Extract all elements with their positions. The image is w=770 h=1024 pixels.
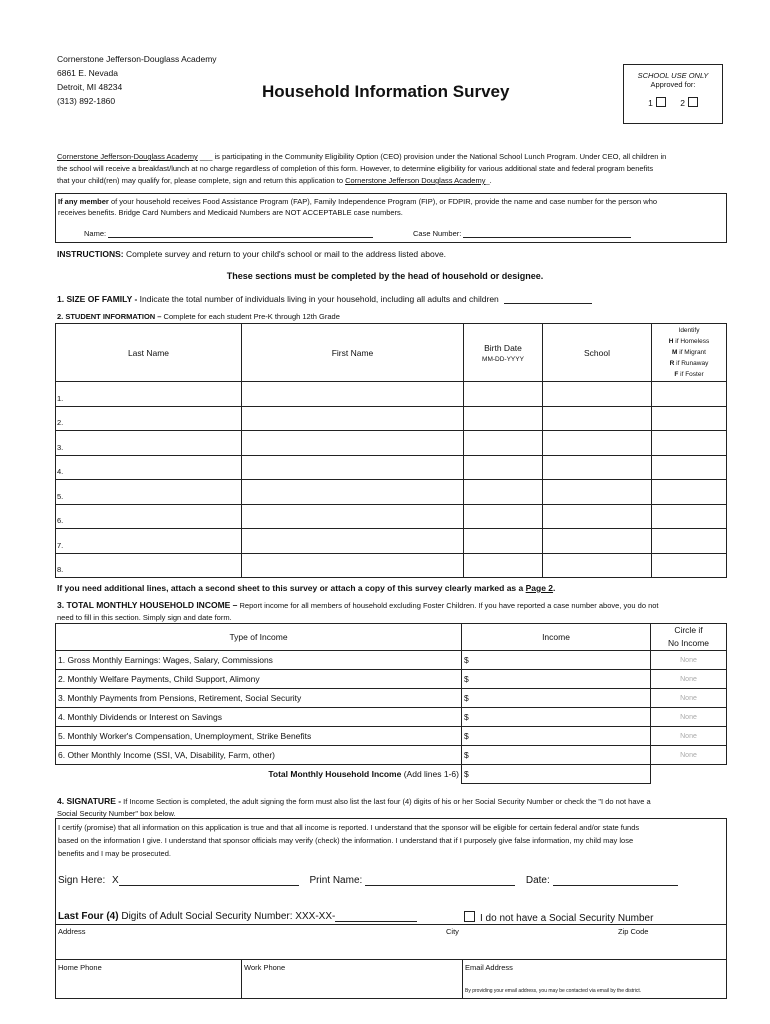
contact-row	[56, 959, 726, 999]
signature-text2: Social Security Number" box below.	[57, 809, 176, 818]
student-birth-date-input[interactable]	[464, 406, 543, 431]
address-label: Address	[58, 927, 86, 936]
income-total-note: (Add lines 1-6)	[403, 769, 459, 780]
signature-label: 4. SIGNATURE -	[57, 796, 122, 806]
identify-h: H	[668, 338, 674, 345]
identify-r-text: if Runaway	[676, 360, 709, 367]
ssn-field[interactable]	[335, 912, 417, 922]
student-last-name-input[interactable]	[56, 553, 242, 578]
student-school-input[interactable]	[543, 529, 652, 554]
student-last-name-input[interactable]	[56, 382, 242, 407]
family-size-input[interactable]	[504, 294, 592, 304]
no-income-option[interactable]: None	[651, 727, 727, 746]
identify-h-text: if Homeless	[675, 338, 710, 345]
no-ssn-checkbox[interactable]	[464, 911, 475, 922]
signature-box	[55, 818, 727, 999]
student-first-name-input[interactable]	[242, 553, 464, 578]
student-first-name-input[interactable]	[242, 455, 464, 480]
benefits-lead: If any member	[58, 197, 109, 206]
student-rows	[56, 382, 727, 578]
student-row-number: 8.	[57, 565, 64, 574]
page-2-ref: Page 2	[525, 583, 554, 593]
student-first-name-input[interactable]	[242, 406, 464, 431]
signature-text1: If Income Section is completed, the adult signing the form must also list the last four (4) digits of his or her Social Security Number or check the "I do not have a	[123, 797, 651, 806]
certify-line1: I certify (promise) that all information on this application is true and that all income is reported. I understand that the sponsor will be eligible for certain federal and/or state funds	[58, 823, 640, 832]
income-amount-input[interactable]	[462, 689, 651, 708]
income-type-label: 1. Gross Monthly Earnings: Wages, Salary, Commissions	[56, 651, 462, 670]
intro-line3-end: _.	[485, 176, 492, 185]
student-row-number: 5.	[57, 491, 64, 501]
income-currency: $	[464, 750, 469, 760]
income-amount-input[interactable]	[462, 708, 651, 727]
col-identify	[652, 324, 727, 382]
income-currency: $	[464, 712, 469, 722]
income-row	[56, 689, 727, 708]
student-row-number: 1.	[57, 393, 64, 403]
income-total-row	[56, 765, 727, 784]
income-total-currency: $	[464, 769, 469, 779]
school-name: Cornerstone Jefferson-Douglass Academy	[57, 54, 217, 64]
work-phone-field[interactable]	[242, 960, 463, 999]
student-birth-date-input[interactable]	[464, 504, 543, 529]
family-size-section	[57, 294, 592, 304]
no-income-option[interactable]: None	[651, 670, 727, 689]
income-row	[56, 746, 727, 765]
income-type-label: 5. Monthly Worker's Compensation, Unemployment, Strike Benefits	[56, 727, 462, 746]
instructions-lead: INSTRUCTIONS:	[57, 249, 124, 259]
income-text1: Report income for all members of household excluding Foster Children. If you have reported a case number above, you do not	[239, 601, 659, 610]
student-last-name-input[interactable]	[56, 431, 242, 456]
benefit-name-label: Name:	[84, 229, 107, 238]
sign-here-label: Sign Here:	[58, 875, 106, 886]
intro-return-school: Cornerstone Jefferson Douglass Academy	[345, 176, 486, 185]
student-school-input[interactable]	[543, 504, 652, 529]
income-type-label: 2. Monthly Welfare Payments, Child Support, Alimony	[56, 670, 462, 689]
student-row-number: 2.	[57, 418, 64, 427]
benefit-name-field[interactable]	[108, 228, 373, 238]
income-currency: $	[464, 674, 469, 684]
student-identify-input[interactable]	[652, 431, 727, 456]
student-table	[55, 323, 727, 578]
no-income-option[interactable]: None	[651, 651, 727, 670]
identify-f-text: if Foster	[680, 371, 704, 378]
income-label: 3. TOTAL MONTHLY HOUSEHOLD INCOME –	[57, 600, 238, 610]
date-label: Date:	[525, 875, 550, 886]
student-last-name-input[interactable]	[56, 480, 242, 505]
home-phone-field[interactable]	[56, 960, 242, 999]
page-title: Household Information Survey	[262, 82, 510, 101]
col-income-type: Type of Income	[56, 624, 462, 651]
intro-line1: ___ is participating in the Community Eligibility Option (CEO) provision under the National School Lunch Program. Under CEO, all children in	[199, 152, 667, 161]
student-school-input[interactable]	[543, 406, 652, 431]
option-1-label: 1	[648, 98, 653, 108]
no-income-option[interactable]: None	[651, 746, 727, 765]
work-phone-label: Work Phone	[244, 963, 286, 972]
income-row	[56, 651, 727, 670]
student-row	[56, 431, 727, 456]
student-identify-input[interactable]	[652, 529, 727, 554]
benefits-box	[55, 193, 727, 243]
student-birth-date-input[interactable]	[464, 431, 543, 456]
student-info-subtext: Complete for each student Pre-K through 12th Grade	[163, 312, 340, 321]
student-row-number: 6.	[57, 516, 64, 525]
student-identify-input[interactable]	[652, 406, 727, 431]
income-total-field[interactable]	[462, 765, 651, 784]
student-school-input[interactable]	[543, 382, 652, 407]
school-use-heading: SCHOOL USE ONLY	[637, 71, 709, 80]
option-1-checkbox[interactable]	[656, 97, 666, 107]
student-first-name-input[interactable]	[242, 431, 464, 456]
option-2-checkbox[interactable]	[688, 97, 698, 107]
student-first-name-input[interactable]	[242, 529, 464, 554]
benefits-text2: receives benefits. Bridge Card Numbers and Medicaid Numbers are NOT ACCEPTABLE case numbers.	[58, 208, 403, 217]
no-income-option[interactable]: None	[651, 689, 727, 708]
income-amount-input[interactable]	[462, 651, 651, 670]
additional-lines-end: .	[553, 583, 556, 593]
student-last-name-input[interactable]	[56, 455, 242, 480]
student-row	[56, 406, 727, 431]
identify-f: F	[674, 371, 679, 378]
student-last-name-input[interactable]	[56, 406, 242, 431]
option-2-label: 2	[680, 98, 685, 108]
student-row	[56, 382, 727, 407]
student-identify-input[interactable]	[652, 382, 727, 407]
school-street: 6861 E. Nevada	[57, 68, 118, 78]
student-first-name-input[interactable]	[242, 480, 464, 505]
print-name-label: Print Name:	[309, 875, 363, 886]
benefits-text1: of your household receives Food Assistance Program (FAP), Family Independence Program (FIP), or FDPIR, provide the name and case number for the person who	[110, 197, 658, 206]
birth-date-format: MM-DD-YYYY	[482, 355, 524, 363]
identify-r: R	[669, 360, 675, 367]
identify-m: M	[672, 349, 678, 356]
instructions-text: Complete survey and return to your child's school or mail to the address listed above.	[125, 249, 447, 259]
col-income: Income	[462, 624, 651, 651]
birth-date-label: Birth Date	[484, 342, 522, 353]
signature-heading	[57, 795, 729, 820]
family-size-text: Indicate the total number of individuals living in your household, including all adults and children	[139, 294, 499, 304]
intro-line3: that your child(ren) may qualify for, please complete, sign and return this application to	[57, 176, 343, 185]
additional-lines-note	[57, 583, 555, 593]
no-ssn-label: I do not have a Social Security Number	[480, 913, 654, 924]
student-row	[56, 553, 727, 578]
income-row	[56, 670, 727, 689]
income-table	[55, 623, 727, 784]
student-birth-date-input[interactable]	[464, 529, 543, 554]
identify-label: Identify	[678, 327, 700, 334]
student-identify-input[interactable]	[652, 480, 727, 505]
student-info-heading	[57, 312, 340, 321]
intro-line2: the school will receive a breakfast/lunch at no charge regardless of completion of this form. However, to determine eligibility for various additional state and federal program benefits	[57, 164, 654, 173]
home-phone-label: Home Phone	[58, 963, 102, 972]
intro-school-name: Cornerstone Jefferson-Douglass Academy	[57, 152, 198, 161]
student-birth-date-input[interactable]	[464, 382, 543, 407]
col-birth-date	[464, 324, 543, 382]
city-label: City	[446, 927, 459, 936]
zip-label: Zip Code	[618, 927, 649, 936]
income-currency: $	[464, 693, 469, 703]
school-use-box	[623, 64, 723, 124]
identify-m-text: if Migrant	[679, 349, 706, 356]
income-currency: $	[464, 655, 469, 665]
case-number-field[interactable]	[463, 228, 631, 238]
ssn-row	[58, 911, 417, 922]
col-last-name: Last Name	[56, 324, 242, 382]
approval-options	[624, 97, 722, 108]
no-ssn-option	[464, 911, 653, 924]
case-number-label: Case Number:	[413, 229, 462, 238]
income-rows	[56, 651, 727, 765]
student-identify-input[interactable]	[652, 455, 727, 480]
student-birth-date-input[interactable]	[464, 553, 543, 578]
circle-if-label: Circle if	[674, 625, 703, 635]
student-row-number: 4.	[57, 467, 64, 476]
student-info-label: 2. STUDENT INFORMATION –	[57, 312, 162, 321]
income-table-header	[56, 624, 727, 651]
additional-lines-text: If you need additional lines, attach a second sheet to this survey or attach a copy of this survey clearly marked as a	[57, 583, 524, 593]
income-amount-input[interactable]	[462, 670, 651, 689]
school-address-block	[57, 52, 217, 108]
student-row	[56, 504, 727, 529]
signature-field[interactable]	[119, 876, 299, 886]
income-type-label: 4. Monthly Dividends or Interest on Savings	[56, 708, 462, 727]
income-row	[56, 708, 727, 727]
student-identify-input[interactable]	[652, 504, 727, 529]
sign-x: X	[112, 875, 119, 886]
col-school: School	[543, 324, 652, 382]
approved-label: Approved for:	[650, 80, 696, 89]
income-total-label: Total Monthly Household Income	[268, 769, 402, 780]
print-name-field[interactable]	[365, 876, 515, 886]
income-type-label: 3. Monthly Payments from Pensions, Retirement, Social Security	[56, 689, 462, 708]
student-birth-date-input[interactable]	[464, 480, 543, 505]
sign-row	[58, 875, 678, 886]
email-note: By providing your email address, you may be contacted via email by the district.	[465, 988, 642, 994]
income-heading	[57, 599, 729, 624]
income-text2: need to fill in this section. Simply sign and date form.	[57, 613, 232, 622]
student-first-name-input[interactable]	[242, 382, 464, 407]
student-row-number: 7.	[57, 540, 64, 550]
ssn-text: Digits of Adult Social Security Number: XXX-XX-	[121, 911, 336, 922]
date-field[interactable]	[553, 876, 678, 886]
head-of-household-note: These sections must be completed by the head of household or designee.	[226, 271, 544, 281]
income-amount-input[interactable]	[462, 727, 651, 746]
income-total-label-cell	[56, 765, 462, 784]
family-size-label: 1. SIZE OF FAMILY -	[57, 294, 138, 304]
student-identify-input[interactable]	[652, 553, 727, 578]
student-row	[56, 529, 727, 554]
student-row	[56, 455, 727, 480]
intro-paragraph	[57, 151, 727, 187]
student-school-input[interactable]	[543, 455, 652, 480]
student-last-name-input[interactable]	[56, 504, 242, 529]
student-table-header	[56, 324, 727, 382]
no-income-label: No Income	[667, 638, 710, 648]
no-income-option[interactable]: None	[651, 708, 727, 727]
certification-text	[56, 819, 726, 862]
col-no-income	[651, 624, 727, 651]
email-field[interactable]	[463, 960, 726, 999]
student-first-name-input[interactable]	[242, 504, 464, 529]
student-row	[56, 480, 727, 505]
instructions	[57, 249, 446, 259]
school-city: Detroit, MI 48234	[57, 82, 123, 92]
ssn-bold: Last Four (4)	[58, 911, 119, 922]
col-first-name: First Name	[242, 324, 464, 382]
student-row-number: 3.	[57, 442, 64, 452]
income-currency: $	[464, 731, 469, 741]
income-amount-input[interactable]	[462, 746, 651, 765]
student-school-input[interactable]	[543, 431, 652, 456]
income-row	[56, 727, 727, 746]
income-type-label: 6. Other Monthly Income (SSI, VA, Disability, Farm, other)	[56, 746, 462, 765]
certify-line3: benefits and I may be prosecuted.	[58, 849, 171, 858]
email-label: Email Address	[465, 963, 513, 972]
student-school-input[interactable]	[543, 553, 652, 578]
student-birth-date-input[interactable]	[464, 455, 543, 480]
school-phone: (313) 892-1860	[57, 96, 116, 106]
student-school-input[interactable]	[543, 480, 652, 505]
student-last-name-input[interactable]	[56, 529, 242, 554]
certify-line2: based on the information I give. I understand that sponsor officials may verify (check) the information. I understand that if I purposely give false information, my child may lose	[58, 836, 634, 845]
